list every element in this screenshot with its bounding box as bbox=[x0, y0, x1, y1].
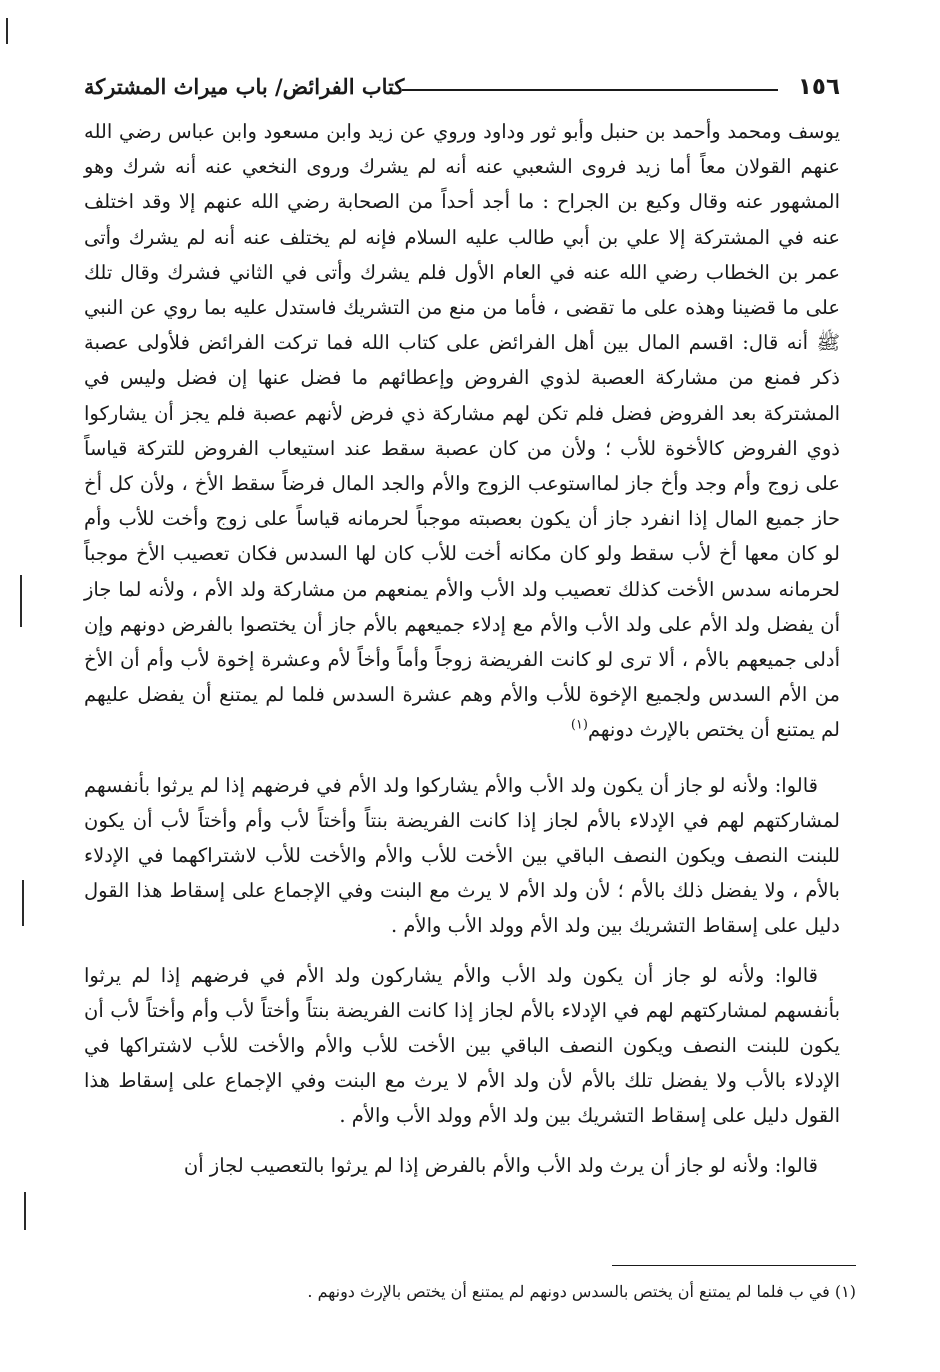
footnote-rule bbox=[612, 1265, 856, 1266]
footnote: (١) في ب فلما لم يمتنع أن يختص بالسدس دونهم لم يمتنع أن يختص بالإرث دونهم . bbox=[307, 1282, 856, 1301]
running-header bbox=[84, 72, 840, 106]
header-rule bbox=[402, 89, 778, 91]
paragraph: قالوا: ولأنه لو جاز أن يكون ولد الأب والأم يشاركوا ولد الأم في فرضهم إذا لم يرثوا بأنفسهم لمشاركتهم لهم في الإدلاء بالأم لجاز إذا كانت الفريضة بنتاً وأختاً لأب وأم وأختاً لأب أن يكون للبنت النصف ويكون النصف الباقي بين الأخت للأب والأم والأخت للأب لاشتراكهما في الإدلاء بالأم ، ولا يفضل ذلك بالأم ؛ لأن ولد الأم لا يرث مع البنت وفي الإجماع على إسقاط هذا القول دليل على إسقاط التشريك بين ولد الأم وولد الأب والأم . bbox=[84, 773, 840, 938]
paragraph: قالوا: ولأنه لو جاز أن يرث ولد الأب والأم بالفرض إذا لم يرثوا بالتعصيب لجاز أن bbox=[183, 1153, 818, 1177]
scan-edge-mark bbox=[20, 575, 22, 627]
scan-edge-mark bbox=[24, 1192, 26, 1230]
paragraph bbox=[84, 114, 840, 748]
main-text bbox=[84, 114, 840, 1197]
scan-edge-mark bbox=[22, 880, 24, 926]
page-number: ١٥٦ bbox=[797, 74, 840, 100]
paragraph-text: يوسف ومحمد وأحمد بن حنبل وأبو ثور وداود وروي عن زيد وابن مسعود وابن عباس رضي الله عنهم القولان معاً أما زيد فروى الشعبي عنه أنه لم يشرك وروى النخعي عنه أنه شرك وهو المشهور عنه وقال وكيع بن الجراح : ما أجد أحداً من الصحابة رضي الله عنهم إلا وقد اختلف عنه في المشتركة إلا علي بن أبي طالب عليه السلام فإنه لم يختلف عنه أنه لم يشرك وأتى عمر بن الخطاب رضي الله عنه في العام الأول فلم يشرك وأتى في الثاني فشرك وقال تلك على ما قضينا وهذه على ما تقضى ، فأما من منع من التشريك فاستدل عليه بما روي عن النبي ﷺ أنه قال: اقسم المال بين أهل الفرائض على كتاب الله فما تركت الفرائض فلأولى عصبة ذكر فمنع من مشاركة العصبة لذوي الفروض وإعطائهم ما فضل عنها إن فضل وليس في المشتركة بعد الفروض فضل فلم تكن لهم مشاركة ذي فرض لأنهم عصبة فلم يجز أن يشاركوا ذوي الفروض كالأخوة للأب ؛ ولأن من كان عصبة سقط عند استيعاب الفروض للتركة قياساً على زوج وأم وجد وأخ جاز لمااستوعب الزوج والأم والجد المال فرضاً سقط الأخ ، ولأن كل أخ حاز جميع المال إذا انفرد جاز أن يكون بعصبته موجباً لحرمانه قياساً على زوج وأخت للأب وأم لو كان معها أخ لأب سقط ولو كان مكانه أخت للأب كان لها السدس فكان تعصيب الأخ موجباً لحرمانه سدس الأخت كذلك تعصيب ولد الأب والأم يمنعهم من مشاركة ولد الأم ، ولأنه لما جاز أن يفضل ولد الأم على ولد الأب والأم مع إدلاء جميعهم بالأم جاز أن يختصوا بالفرض دونهم وإن أدلى جميعهم بالأم ، ألا ترى لو كانت الفريضة زوجاً وأماً وأخاً لأم وعشرة إخوة لأب وأم أن الأخ من الأم السدس ولجميع الإخوة للأب والأم وهم عشرة السدس فلما لم يمتنع أن يفضل عليهم لم يمتنع أن يختص بالإرث دونهم bbox=[84, 120, 840, 742]
footnote-marker: (١) bbox=[570, 717, 588, 733]
paragraph: قالوا: ولأنه لو جاز أن يكون ولد الأب والأم يشاركون ولد الأم في فرضهم إذا لم يرثوا بأنفسهم لمشاركتهم لهم في الإدلاء بالأم لجاز إذا كانت الفريضة بنتاً وأختاً لأب وأم وأختاً لأب أن يكون للبنت النصف ويكون النصف الباقي بين الأخت للأب والأم والأخت للأب لاشتراكها في الإدلاء بالأب ولا يفضل تلك بالأم لأن ولد الأم لا يرث مع البنت وفي الإجماع على إسقاط هذا القول دليل على إسقاط التشريك بين ولد الأم وولد الأب والأم . bbox=[84, 963, 840, 1128]
scan-edge-mark bbox=[6, 18, 8, 44]
chapter-title: كتاب الفرائض/ باب ميراث المشتركة bbox=[84, 74, 405, 99]
